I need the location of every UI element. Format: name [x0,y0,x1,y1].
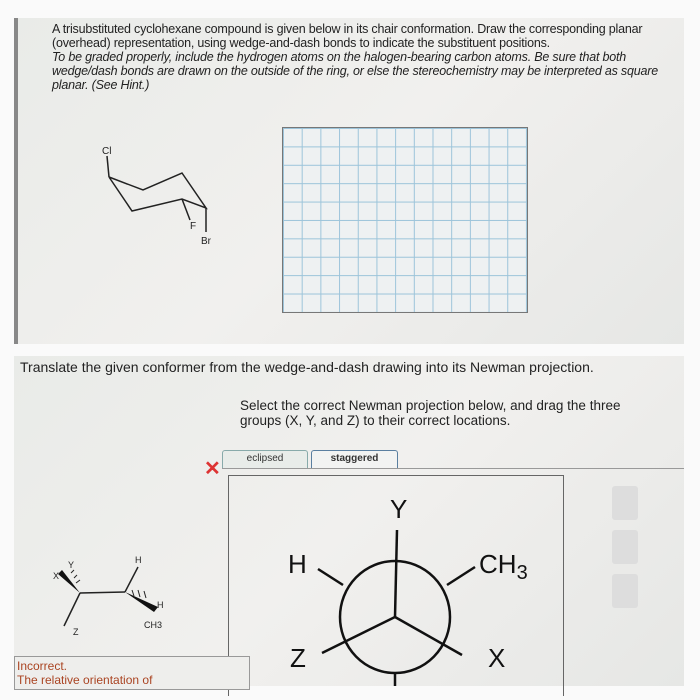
atom-h1: H [135,555,142,565]
newman-question-panel [14,356,684,686]
newman-label-z[interactable]: Z [290,643,306,673]
newman-projection [14,356,684,686]
tab-staggered[interactable]: staggered [311,450,398,469]
incorrect-x-icon: ✕ [204,458,221,480]
atom-f: F [190,221,197,232]
atom-z: Z [73,627,79,637]
atom-h2: H [157,600,164,610]
atom-cl: Cl [102,146,112,157]
newman-label-h: H [288,549,307,579]
atom-x: X [53,571,60,581]
question-title: Translate the given conformer from the wedge-and-dash drawing into its Newman projection. [20,359,594,375]
ch-text: CH [479,549,517,579]
tab-eclipsed[interactable]: eclipsed [222,450,308,469]
atom-ch3: CH3 [144,620,163,630]
question-line-1: A trisubstituted cyclohexane compound is given below in its chair conformation. Draw the corresponding planar (overhead) representation, using wedge-and-dash bonds to indicate the substituent positions. [52,22,643,50]
feedback-box [14,656,250,690]
newman-label-y[interactable]: Y [390,494,408,524]
feedback-status: Incorrect. [17,659,68,673]
newman-label-x[interactable]: X [488,643,506,673]
atom-br: Br [201,236,211,247]
subscript-3: 3 [516,562,528,585]
drawing-canvas[interactable] [282,127,528,313]
instruction-text: Select the correct Newman projection below, and drag the three groups (X, Y, and Z) to their correct locations. [240,398,621,428]
feedback-text: The relative orientation of [17,673,153,687]
newman-label-ch3 [479,549,528,585]
question-line-2: To be graded properly, include the hydrogen atoms on the halogen-bearing carbon atoms. Be sure that both wedge/dash bonds are drawn on the outside of the ring, or else the stereochemistry may be interpreted as square planar. (See Hint.) [52,50,658,92]
chair-question-panel [14,18,684,344]
atom-y: Y [68,560,75,570]
